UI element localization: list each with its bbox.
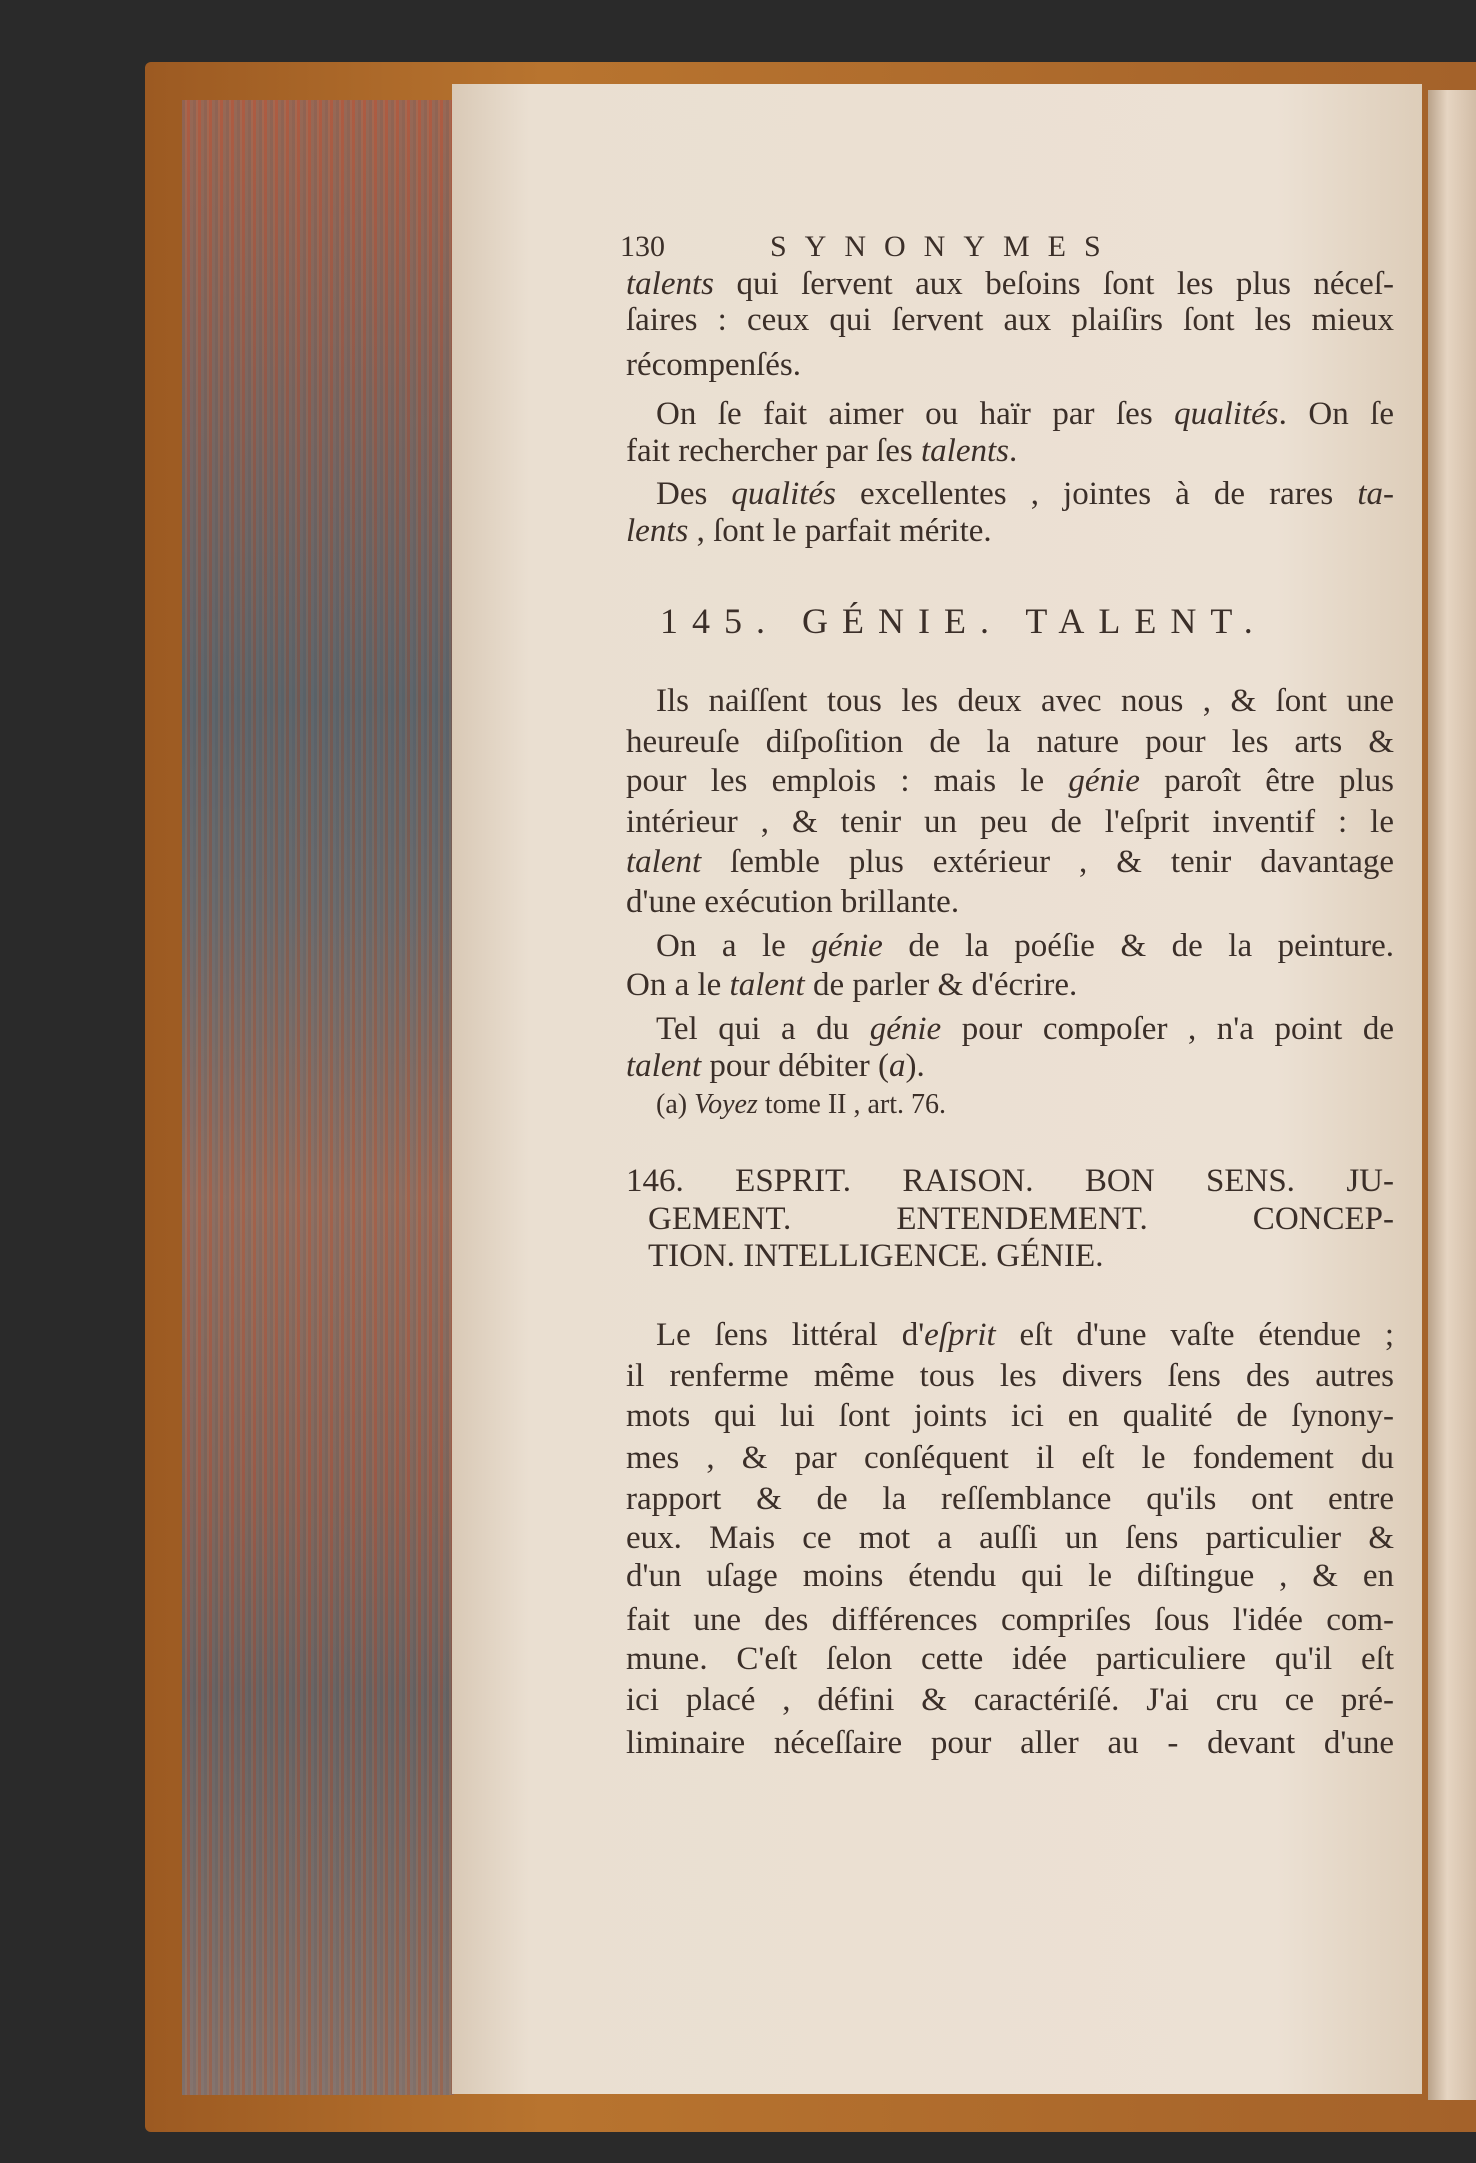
text: Ils naiſſent tous les deux avec nous , & ſont une [656,683,1394,719]
text-line [626,1479,1394,1519]
text-line [626,761,1394,801]
italic-text: eſprit [924,1317,996,1353]
italic-text: génie [869,1011,942,1047]
text: rapport & de la reſſemblance qu'ils ont entre [626,1481,1394,1517]
text: ). [905,1048,925,1084]
italic-text: génie [1068,763,1140,799]
text-line [626,345,1394,385]
text: pour compoſer , n'a point de [941,1011,1395,1047]
text: eſt d'une vaſte étendue ; [995,1317,1394,1353]
italic-text: a [889,1048,906,1084]
text: d'un uſage moins étendu qui le diſtingue , & en [626,1558,1394,1594]
italic-text: talents [626,266,714,302]
text-line [626,722,1394,762]
text: pour les emplois : mais le [626,763,1069,799]
italic-text: talents [920,433,1009,469]
text: Tel qui a du [656,1011,870,1047]
text-line [626,842,1394,882]
text: paroît être plus [1139,763,1395,799]
italic-text: Voyez [694,1089,758,1120]
section-146-heading-line: TION. INTELLIGENCE. GÉNIE. [648,1238,1104,1274]
text-line [626,1518,1394,1558]
section-145-heading: 145. GÉNIE. TALENT. [660,601,1267,641]
text: ici placé , défini & caractériſé. J'ai cru ce pré- [626,1682,1394,1718]
text-line [626,1723,1394,1763]
italic-text: qualités [1174,396,1279,432]
text: , ſont le parfait mérite. [688,513,992,549]
page-edges-marbling [182,100,454,2095]
section-146-heading-line: 146. ESPRIT. RAISON. BON SENS. JU- [626,1163,1394,1199]
text: mots qui lui ſont joints ici en qualité de ſynony- [626,1398,1394,1434]
footnote [626,1085,1394,1125]
text-line [626,965,1394,1005]
italic-text: qualités [731,476,836,512]
text-line [626,1009,1394,1049]
text-line [626,1315,1394,1355]
text: ſaires : ceux qui ſervent aux plaiſirs ſont les mieux [626,302,1394,338]
italic-text: lents [626,513,689,549]
text: il renferme même tous les divers ſens des autres [626,1358,1394,1394]
text: heureuſe diſpoſition de la nature pour les arts & [626,724,1394,760]
text: qui ſervent aux beſoins ſont les plus néceſ- [714,266,1394,302]
facing-page-edge [1428,90,1476,2100]
text-line [626,300,1394,340]
text: ſemble plus extérieur , & tenir davantage [701,844,1394,880]
text-line [626,511,1394,551]
page-number: 130 [620,230,665,263]
text-line [626,1600,1394,1640]
text: . [1008,433,1018,469]
text: fait une des différences compriſes ſous l'idée com- [626,1602,1394,1638]
text-line [626,264,1394,304]
text: On a le [626,967,730,1003]
text: eux. Mais ce mot a auſſi un ſens particulier & [626,1520,1394,1556]
text-line [626,431,1394,471]
text: . On ſe [1278,396,1394,432]
text: tome II , art. 76. [757,1089,947,1120]
text: fait rechercher par ſes [626,433,921,469]
text: Le ſens littéral d' [656,1317,925,1353]
text: Des [656,476,732,512]
italic-text: génie [811,928,883,964]
italic-text: talent [729,967,805,1003]
text: pour débiter ( [701,1048,890,1084]
text-line [626,926,1394,966]
text-line [626,681,1394,721]
text-line [626,474,1394,514]
text-line [626,1639,1394,1679]
text: On ſe fait aimer ou haïr par ſes [656,396,1175,432]
text-line [626,1046,1394,1086]
text: mune. C'eſt ſelon cette idée particuliere qu'il eſt [626,1641,1394,1677]
text-line [626,1556,1394,1596]
text: excellentes , jointes à de rares [835,476,1358,512]
text-line [626,394,1394,434]
text: liminaire néceſſaire pour aller au - devant d'une [626,1725,1394,1761]
text: (a) [656,1089,695,1120]
text-line [626,1680,1394,1720]
text-line [626,1356,1394,1396]
text-line [626,1438,1394,1478]
text: d'une exécution brillante. [626,884,960,920]
text: récompenſés. [626,347,802,383]
text: intérieur , & tenir un peu de l'eſprit inventif : le [626,804,1394,840]
running-title: SYNONYMES [770,230,1119,263]
text: On a le [656,928,812,964]
text: mes , & par conſéquent il eſt le fondement du [626,1440,1394,1476]
text: de la poéſie & de la peinture. [882,928,1394,964]
italic-text: talent [626,1048,702,1084]
text-line [626,802,1394,842]
italic-text: talent [626,844,702,880]
text-line [626,882,1394,922]
section-146-heading-line: GEMENT. ENTENDEMENT. CONCEP- [648,1201,1394,1237]
text: de parler & d'écrire. [804,967,1078,1003]
text-line [626,1396,1394,1436]
italic-text: ta- [1357,476,1394,512]
